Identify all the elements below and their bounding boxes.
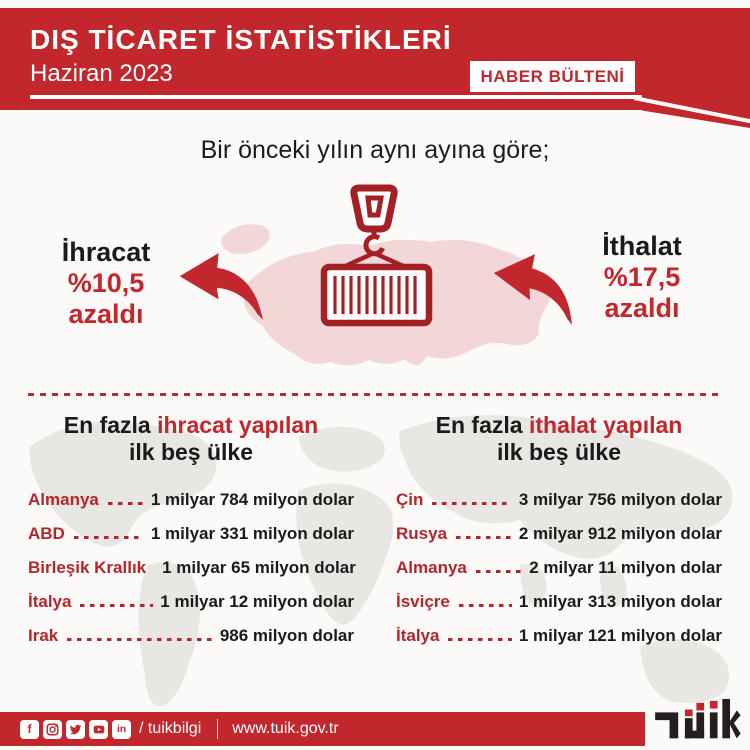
title-line2: ilk beş ülke <box>496 439 621 465</box>
country-value: 1 milyar 331 milyon dolar <box>150 524 354 543</box>
instagram-icon[interactable] <box>43 720 62 739</box>
country-name: İsviçre <box>396 592 450 611</box>
country-row <box>28 592 354 609</box>
import-column <box>396 412 722 660</box>
export-column-title <box>28 412 354 466</box>
dotted-leader <box>459 604 512 607</box>
export-stat <box>30 237 182 330</box>
lead-text: Bir önceki yılın aynı ayına göre; <box>200 136 550 164</box>
export-column <box>28 412 354 660</box>
dotted-leader <box>456 536 512 539</box>
country-row <box>28 626 354 643</box>
import-column-title <box>396 412 722 466</box>
dotted-leader <box>80 604 153 607</box>
country-name: İtalya <box>28 592 72 611</box>
dotted-leader <box>432 502 511 505</box>
footer-divider <box>217 719 218 739</box>
export-arrow-icon <box>176 249 264 321</box>
country-value: 1 milyar 784 milyon dolar <box>150 490 354 509</box>
tuik-logo <box>648 698 742 746</box>
import-stat <box>566 231 718 324</box>
country-value: 3 milyar 756 milyon dolar <box>518 490 722 509</box>
youtube-icon[interactable] <box>89 720 108 739</box>
title-prefix: En fazla <box>63 412 158 438</box>
country-name: Birleşik Krallık <box>28 558 147 577</box>
country-value: 1 milyar 65 milyon dolar <box>162 558 356 577</box>
country-name: Rusya <box>396 524 448 543</box>
export-label: İhracat <box>61 237 151 267</box>
import-value: %17,5 <box>603 262 681 292</box>
country-name: Almanya <box>28 490 99 509</box>
export-value: %10,5 <box>67 268 145 298</box>
title-highlight: ihracat yapılan <box>157 412 319 438</box>
country-row <box>28 524 354 541</box>
country-name: İtalya <box>396 626 440 645</box>
section-divider <box>28 393 722 396</box>
page-subtitle: Haziran 2023 <box>30 60 173 87</box>
country-value: 2 milyar 912 milyon dolar <box>518 524 722 543</box>
country-name: Almanya <box>396 558 467 577</box>
country-value: 1 milyar 121 milyon dolar <box>518 626 722 645</box>
header-underline <box>30 95 642 99</box>
facebook-icon[interactable]: f <box>20 720 39 739</box>
country-row <box>28 490 354 507</box>
header-banner-ribbon <box>642 8 750 133</box>
country-value: 986 milyon dolar <box>219 626 354 645</box>
linkedin-icon[interactable]: in <box>112 720 131 739</box>
twitter-icon[interactable] <box>66 720 85 739</box>
import-label: İthalat <box>602 231 682 261</box>
country-row <box>396 558 722 575</box>
country-row <box>396 626 722 643</box>
import-change: azaldı <box>604 293 680 323</box>
export-change: azaldı <box>68 299 144 329</box>
bulletin-badge: HABER BÜLTENİ <box>470 61 635 92</box>
country-name: Çin <box>396 490 424 509</box>
country-name: Irak <box>28 626 59 645</box>
country-value: 1 milyar 313 milyon dolar <box>518 592 722 611</box>
country-row <box>28 558 354 575</box>
dotted-leader <box>108 502 144 505</box>
country-row <box>396 592 722 609</box>
social-handle: / tuikbilgi <box>139 720 202 737</box>
website-link[interactable]: www.tuik.gov.tr <box>232 720 339 737</box>
social-icons <box>20 720 131 739</box>
title-highlight: ithalat yapılan <box>528 412 683 438</box>
import-country-list <box>396 490 722 643</box>
title-prefix: En fazla <box>435 412 529 438</box>
dotted-leader <box>67 638 213 641</box>
export-country-list <box>28 490 354 643</box>
crane-container-icon <box>315 183 440 355</box>
page-title: DIŞ TİCARET İSTATİSTİKLERİ <box>30 24 452 55</box>
country-value: 2 milyar 11 milyon dolar <box>529 558 722 577</box>
country-row <box>396 490 722 507</box>
footer-bar <box>0 712 645 746</box>
dotted-leader <box>74 536 144 539</box>
country-value: 1 milyar 12 milyon dolar <box>160 592 354 611</box>
country-row <box>396 524 722 541</box>
dotted-leader <box>448 638 511 641</box>
dotted-leader <box>476 570 522 573</box>
country-name: ABD <box>28 524 65 543</box>
title-line2: ilk beş ülke <box>128 439 253 465</box>
